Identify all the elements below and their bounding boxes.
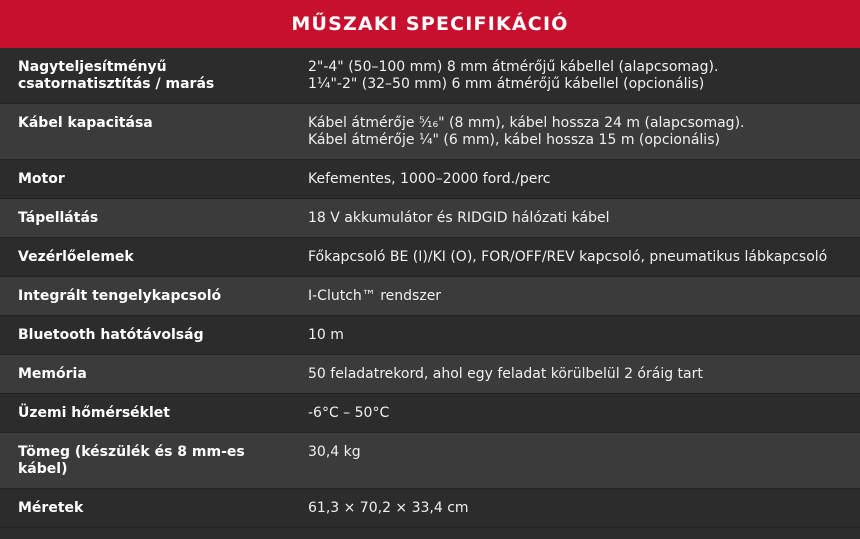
spec-value-line: 18 V akkumulátor és RIDGID hálózati kábel: [308, 210, 610, 226]
spec-value-line: I-Clutch™ rendszer: [308, 288, 442, 304]
spec-label: Tápellátás: [18, 210, 99, 226]
spec-value: [308, 171, 842, 188]
table-row: [0, 160, 860, 199]
spec-table: [0, 48, 860, 528]
spec-value-line: Kábel átmérője ⁵⁄₁₆" (8 mm), kábel hossza 24 m (alapcsomag).: [308, 115, 745, 131]
table-row: [0, 355, 860, 394]
spec-value-line: 61,3 × 70,2 × 33,4 cm: [308, 500, 469, 516]
table-row: [0, 238, 860, 277]
table-row: [0, 433, 860, 489]
table-row: [0, 104, 860, 160]
spec-value: [308, 210, 842, 227]
table-row: [0, 316, 860, 355]
spec-label: Vezérlőelemek: [18, 249, 134, 265]
spec-label: Nagyteljesítményű csatornatisztítás / marás: [18, 59, 215, 92]
spec-value: [308, 249, 842, 266]
spec-value: [308, 59, 842, 93]
page-title: MŰSZAKI SPECIFIKÁCIÓ: [0, 0, 860, 48]
spec-label: Motor: [18, 171, 65, 187]
spec-label: Üzemi hőmérséklet: [18, 405, 170, 421]
spec-value-line: Főkapcsoló BE (I)/KI (O), FOR/OFF/REV kapcsoló, pneumatikus lábkapcsoló: [308, 249, 828, 265]
table-row: [0, 199, 860, 238]
table-row: [0, 394, 860, 433]
spec-value: [308, 327, 842, 344]
spec-value-line: 10 m: [308, 327, 344, 343]
spec-label: Memória: [18, 366, 87, 382]
spec-value-line: 2"-4" (50–100 mm) 8 mm átmérőjű kábellel (alapcsomag).: [308, 59, 719, 75]
spec-label: Bluetooth hatótávolság: [18, 327, 204, 343]
spec-value: [308, 115, 842, 149]
spec-value-line: 30,4 kg: [308, 444, 361, 460]
spec-value: [308, 405, 842, 422]
spec-label: Tömeg (készülék és 8 mm-es kábel): [18, 444, 245, 477]
table-row: [0, 489, 860, 528]
spec-value-line: Kefementes, 1000–2000 ford./perc: [308, 171, 551, 187]
spec-value: [308, 444, 842, 461]
spec-value-line: -6°C – 50°C: [308, 405, 390, 421]
spec-label: Kábel kapacitása: [18, 115, 153, 131]
spec-label: Méretek: [18, 500, 84, 516]
spec-value-line: Kábel átmérője ¼" (6 mm), kábel hossza 15 m (opcionális): [308, 132, 720, 148]
spec-label: Integrált tengelykapcsoló: [18, 288, 222, 304]
spec-value: [308, 500, 842, 517]
spec-value-line: 50 feladatrekord, ahol egy feladat körülbelül 2 óráig tart: [308, 366, 703, 382]
table-row: [0, 48, 860, 104]
spec-value: [308, 288, 842, 305]
spec-value-line: 1¼"-2" (32–50 mm) 6 mm átmérőjű kábellel (opcionális): [308, 76, 705, 92]
table-row: [0, 277, 860, 316]
spec-value: [308, 366, 842, 383]
